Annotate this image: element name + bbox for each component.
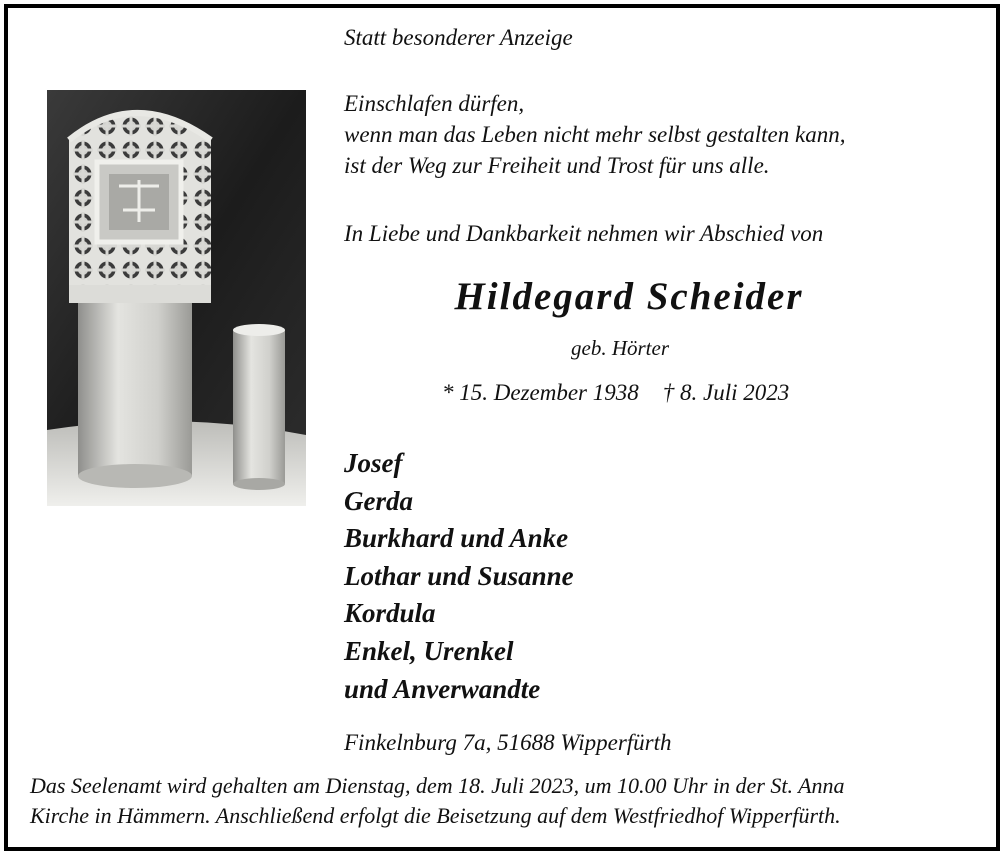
mourner-name: Lothar und Susanne [344, 560, 574, 591]
verse-line: wenn man das Leben nicht mehr selbst gestalten kann, [344, 122, 846, 147]
life-dates [442, 380, 789, 406]
verse-line: ist der Weg zur Freiheit und Trost für uns alle. [344, 153, 770, 178]
mourner-name: Kordula [344, 598, 436, 629]
deceased-name: Hildegard Scheider [454, 275, 804, 318]
service-line: Das Seelenamt wird gehalten am Dienstag, dem 18. Juli 2023, um 10.00 Uhr in der St. Anna [30, 773, 845, 798]
header-note: Statt besonderer Anzeige [344, 25, 573, 50]
farewell-intro: In Liebe und Dankbarkeit nehmen wir Abschied von [344, 221, 824, 246]
death-date: † 8. Juli 2023 [662, 380, 790, 405]
mourner-name: Enkel, Urenkel [344, 635, 514, 666]
mourner-name: und Anverwandte [344, 673, 541, 704]
birth-date: * 15. Dezember 1938 [442, 380, 639, 405]
mourners-list [344, 445, 574, 708]
mourner-name: Burkhard und Anke [344, 523, 569, 554]
birth-name: geb. Hörter [571, 336, 669, 360]
service-info [30, 771, 845, 831]
family-address: Finkelnburg 7a, 51688 Wipperfürth [344, 730, 672, 755]
service-line: Kirche in Hämmern. Anschließend erfolgt die Beisetzung auf dem Westfriedhof Wipperfürth. [30, 803, 841, 828]
verse-line: Einschlafen dürfen, [344, 91, 525, 116]
mourner-name: Josef [344, 448, 403, 478]
verse [344, 88, 845, 181]
mourner-name: Gerda [344, 485, 413, 516]
